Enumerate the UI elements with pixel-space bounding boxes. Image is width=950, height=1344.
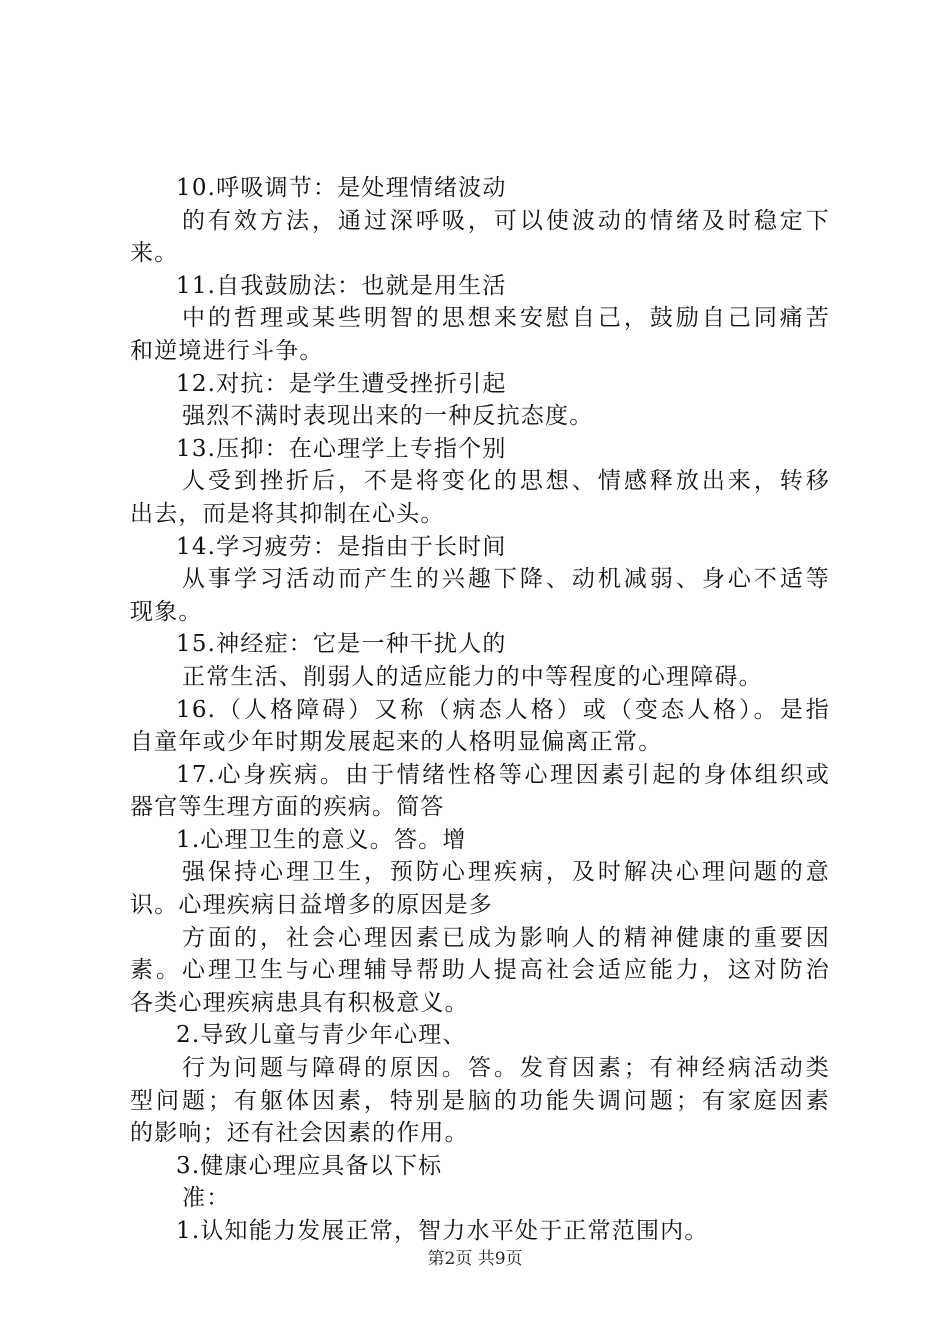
- text-line: 准：: [182, 1185, 231, 1212]
- text-line: 的影响；还有社会因素的作用。: [130, 1120, 469, 1147]
- text-line: 16.（人格障碍）又称（病态人格）或（变态人格）。是指: [176, 696, 830, 723]
- text-line: 13.压抑：在心理学上专指个别: [176, 435, 507, 462]
- text-line: 的有效方法，通过深呼吸，可以使波动的情绪及时稳定下: [182, 207, 830, 234]
- text-line: 1.认知能力发展正常，智力水平处于正常范围内。: [176, 1218, 709, 1244]
- text-line: 中的哲理或某些明智的思想来安慰自己，鼓励自己同痛苦: [182, 305, 830, 332]
- text-line: 3.健康心理应具备以下标: [176, 1152, 443, 1179]
- text-line: 自童年或少年时期发展起来的人格明显偏离正常。: [130, 729, 663, 756]
- text-line: 10.呼吸调节：是处理情绪波动: [176, 175, 507, 201]
- text-line: 素。心理卫生与心理辅导帮助人提高社会适应能力，这对防治: [130, 957, 830, 984]
- text-line: 人受到挫折后，不是将变化的思想、情感释放出来，转移: [182, 468, 830, 495]
- text-line: 强保持心理卫生，预防心理疾病，及时解决心理问题的意: [182, 859, 830, 886]
- text-line: 17.心身疾病。由于情绪性格等心理因素引起的身体组织或: [176, 761, 830, 788]
- text-line: 来。: [130, 240, 179, 267]
- text-line: 各类心理疾病患具有积极意义。: [130, 989, 469, 1016]
- text-line: 型问题；有躯体因素，特别是脑的功能失调问题；有家庭因素: [130, 1087, 830, 1114]
- document-body: [130, 172, 830, 1248]
- text-line: 识。心理疾病日益增多的原因是多: [130, 892, 493, 919]
- text-line: 行为问题与障碍的原因。答。发育因素；有神经病活动类: [182, 1055, 830, 1082]
- text-line: 14.学习疲劳：是指由于长时间: [176, 533, 507, 560]
- text-line: 从事学习活动而产生的兴趣下降、动机减弱、身心不适等: [182, 566, 830, 593]
- text-line: 现象。: [130, 598, 203, 625]
- text-line: 器官等生理方面的疾病。简答: [130, 794, 445, 821]
- text-line: 2.导致儿童与青少年心理、: [176, 1022, 467, 1049]
- page-footer: 第2页 共9页: [427, 1249, 523, 1269]
- text-line: 1.心理卫生的意义。答。增: [176, 826, 467, 853]
- text-line: 和逆境进行斗争。: [130, 337, 324, 364]
- text-line: 正常生活、削弱人的适应能力的中等程度的心理障碍。: [182, 663, 763, 690]
- text-line: 12.对抗：是学生遭受挫折引起: [176, 370, 507, 397]
- text-line: 强烈不满时表现出来的一种反抗态度。: [182, 403, 594, 430]
- text-line: 方面的，社会心理因素已成为影响人的精神健康的重要因: [182, 924, 830, 951]
- text-line: 出去，而是将其抑制在心头。: [130, 500, 445, 527]
- text-line: 15.神经症：它是一种干扰人的: [176, 631, 507, 658]
- text-line: 11.自我鼓励法：也就是用生活: [176, 272, 507, 299]
